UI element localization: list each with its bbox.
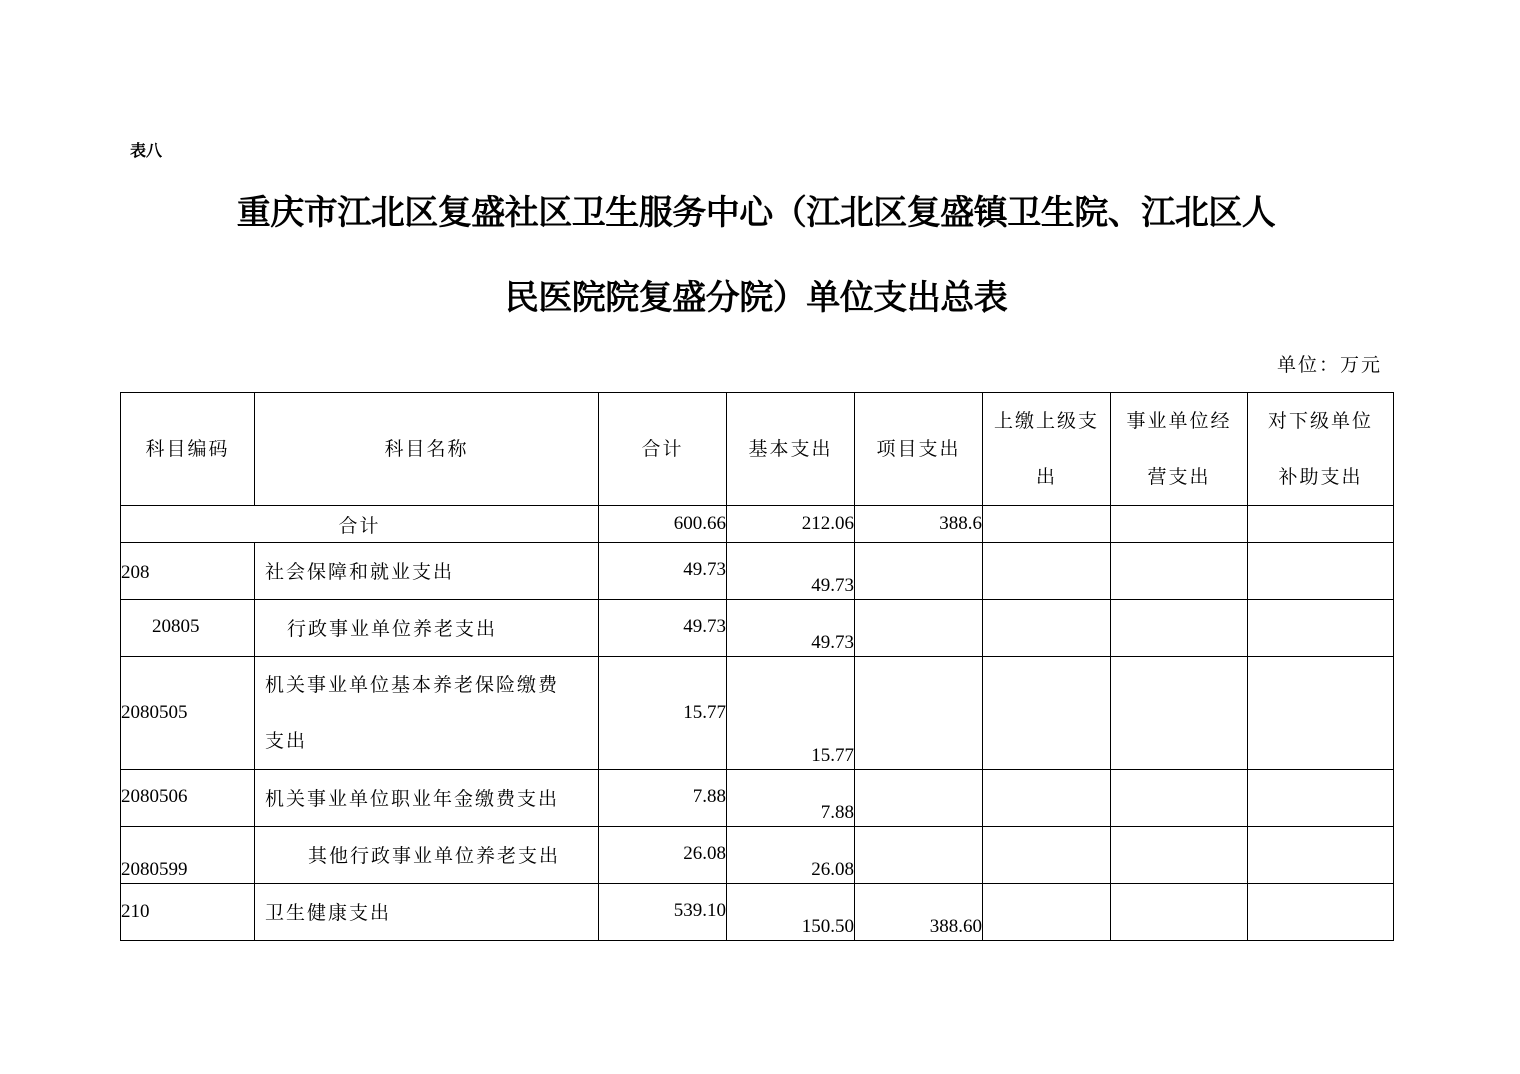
table-row <box>121 884 1394 941</box>
row-basic: 15.77 <box>727 657 855 770</box>
row-code: 2080599 <box>121 827 255 884</box>
row-basic: 7.88 <box>727 770 855 827</box>
row-code: 210 <box>121 884 255 941</box>
empty-cell <box>983 506 1111 543</box>
row-project: 388.60 <box>855 884 983 941</box>
row-code: 2080505 <box>121 657 255 770</box>
empty-cell <box>1111 827 1248 884</box>
header-name: 科目名称 <box>255 393 599 506</box>
header-code: 科目编码 <box>121 393 255 506</box>
empty-cell <box>1111 543 1248 600</box>
row-name: 社会保障和就业支出 <box>255 543 599 600</box>
table-row <box>121 543 1394 600</box>
empty-cell <box>983 657 1111 770</box>
row-name: 卫生健康支出 <box>255 884 599 941</box>
row-basic: 49.73 <box>727 543 855 600</box>
empty-cell <box>1248 543 1394 600</box>
header-project: 项目支出 <box>855 393 983 506</box>
row-project <box>855 827 983 884</box>
row-project <box>855 657 983 770</box>
table-row <box>121 657 1394 770</box>
empty-cell <box>1111 884 1248 941</box>
empty-cell <box>1111 770 1248 827</box>
total-row-label: 合计 <box>121 506 599 543</box>
row-project <box>855 770 983 827</box>
header-row <box>121 393 1394 506</box>
row-project <box>855 600 983 657</box>
row-total: 26.08 <box>599 827 727 884</box>
empty-cell <box>1248 506 1394 543</box>
header-basic: 基本支出 <box>727 393 855 506</box>
header-total: 合计 <box>599 393 727 506</box>
row-code: 2080506 <box>121 770 255 827</box>
row-project <box>855 543 983 600</box>
row-name: 行政事业单位养老支出 <box>255 600 599 657</box>
document-title-line-1: 重庆市江北区复盛社区卫生服务中心（江北区复盛镇卫生院、江北区人 <box>236 193 1276 233</box>
row-basic: 26.08 <box>727 827 855 884</box>
header-subsidy: 对下级单位 补助支出 <box>1248 393 1394 506</box>
row-total: 49.73 <box>599 600 727 657</box>
empty-cell <box>1111 600 1248 657</box>
empty-cell <box>1248 827 1394 884</box>
header-business: 事业单位经 营支出 <box>1111 393 1248 506</box>
row-name: 机关事业单位职业年金缴费支出 <box>255 770 599 827</box>
expenditure-table <box>120 392 1394 941</box>
table-row <box>121 827 1394 884</box>
header-upper: 上缴上级支 出 <box>983 393 1111 506</box>
row-total: 539.10 <box>599 884 727 941</box>
row-code: 20805 <box>121 600 255 657</box>
empty-cell <box>1248 600 1394 657</box>
total-row-basic: 212.06 <box>727 506 855 543</box>
table-number-label: 表八 <box>130 141 163 160</box>
empty-cell <box>1248 884 1394 941</box>
empty-cell <box>1248 770 1394 827</box>
table-row <box>121 600 1394 657</box>
total-row-project: 388.6 <box>855 506 983 543</box>
empty-cell <box>983 884 1111 941</box>
total-row <box>121 506 1394 543</box>
empty-cell <box>1248 657 1394 770</box>
row-basic: 49.73 <box>727 600 855 657</box>
row-name: 其他行政事业单位养老支出 <box>255 827 599 884</box>
row-code: 208 <box>121 543 255 600</box>
empty-cell <box>983 827 1111 884</box>
row-total: 7.88 <box>599 770 727 827</box>
row-name: 机关事业单位基本养老保险缴费 支出 <box>255 657 599 770</box>
empty-cell <box>1111 506 1248 543</box>
total-row-total: 600.66 <box>599 506 727 543</box>
document-title-line-2: 民医院院复盛分院）单位支出总表 <box>504 278 1008 318</box>
unit-label: 单位：万元 <box>1276 354 1382 376</box>
empty-cell <box>1111 657 1248 770</box>
empty-cell <box>983 600 1111 657</box>
row-total: 15.77 <box>599 657 727 770</box>
table-row <box>121 770 1394 827</box>
row-basic: 150.50 <box>727 884 855 941</box>
empty-cell <box>983 543 1111 600</box>
row-total: 49.73 <box>599 543 727 600</box>
empty-cell <box>983 770 1111 827</box>
